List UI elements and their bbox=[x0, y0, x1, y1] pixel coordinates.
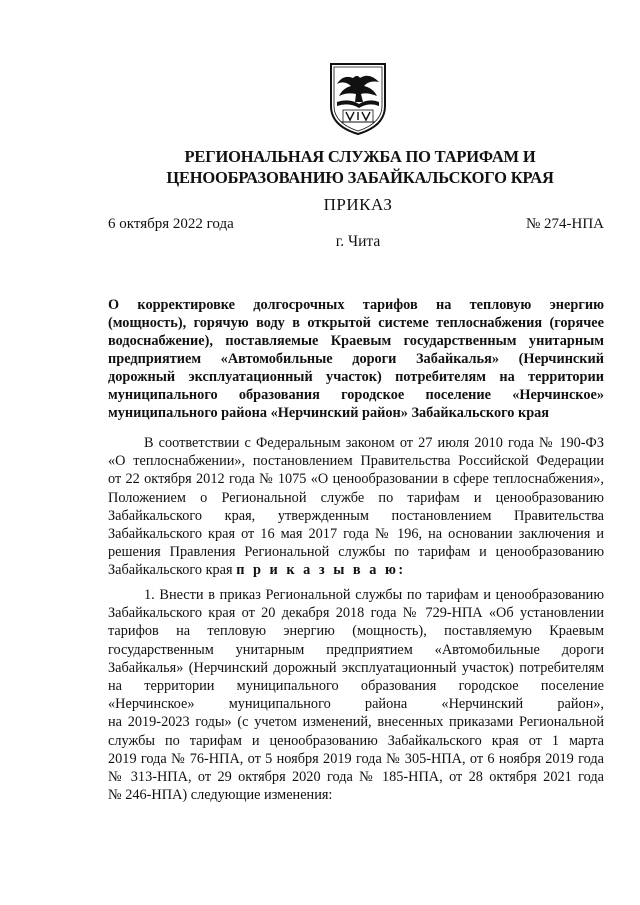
subject-line: дорожный эксплуатационный участок) потребителям на территории bbox=[108, 369, 604, 385]
item-line: № 313-НПА, от 29 октября 2020 года № 185-НПА, от 28 октября 2021 года bbox=[108, 769, 604, 786]
subject-line: предприятием «Автомобильные дороги Забайкалья» (Нерчинский bbox=[108, 351, 604, 367]
document-date: 6 октября 2022 года bbox=[108, 216, 234, 232]
preamble-line: В соответствии с Федеральным законом от 27 июля 2010 года № 190-ФЗ bbox=[144, 435, 604, 451]
preamble-line: Положением о Региональной службе по тарифам и ценообразованию bbox=[108, 489, 604, 506]
item-line: службы по тарифам и ценообразованию Забайкальского края от 1 марта bbox=[108, 732, 604, 749]
preamble-line-final bbox=[108, 561, 604, 579]
item-line: 1. Внести в приказ Региональной службы по тарифам и ценообразованию bbox=[144, 587, 604, 603]
item-line: «Нерчинское» муниципального района «Нерчинский район», bbox=[108, 696, 604, 713]
preamble-paragraph bbox=[108, 434, 604, 580]
item-line: Забайкальского края от 20 декабря 2018 года № 729-НПА «Об установлении bbox=[108, 605, 604, 622]
order-subject bbox=[108, 296, 604, 422]
subject-line: О корректировке долгосрочных тарифов на тепловую энергию bbox=[108, 297, 604, 313]
item-line: тарифов на тепловую энергию (мощность), поставляемую Краевым bbox=[108, 623, 604, 640]
preamble-line: решения Правления Региональной службы по тарифам и ценообразованию bbox=[108, 544, 604, 561]
subject-line: муниципального образования городское поселение «Нерчинское» bbox=[108, 387, 604, 403]
subject-line: (мощность), горячую воду в открытой системе теплоснабжения (горячее bbox=[108, 315, 604, 331]
order-word: п р и к а з ы в а ю: bbox=[236, 562, 406, 579]
item-line: на 2019-2023 годы» (с учетом изменений, внесенных приказами Региональной bbox=[108, 714, 604, 731]
item-line: № 246-НПА) следующие изменения: bbox=[108, 787, 333, 804]
preamble-line: «О теплоснабжении», постановлением Правительства Российской Федерации bbox=[108, 453, 604, 470]
preamble-line: Забайкальского края, утвержденным постановлением Правительства bbox=[108, 507, 604, 524]
preamble-line: от 22 октября 2012 года № 1075 «О ценообразовании в сфере теплоснабжения», bbox=[108, 471, 604, 488]
coat-of-arms-icon bbox=[329, 62, 387, 136]
document-type: ПРИКАЗ bbox=[323, 195, 393, 214]
item-line: 2019 года № 76-НПА, от 5 ноября 2019 года № 305-НПА, от 6 ноября 2019 года bbox=[108, 750, 604, 767]
preamble-line: Забайкальского края от 16 мая 2017 года № 196, на основании заключения и bbox=[108, 526, 604, 543]
item-1-paragraph bbox=[108, 586, 604, 804]
org-line-2: ЦЕНООБРАЗОВАНИЮ ЗАБАЙКАЛЬСКОГО КРАЯ bbox=[166, 168, 554, 187]
org-line-1: РЕГИОНАЛЬНАЯ СЛУЖБА ПО ТАРИФАМ И bbox=[184, 147, 536, 166]
document-city: г. Чита bbox=[335, 233, 381, 250]
organization-name bbox=[120, 146, 600, 188]
preamble-prefix: Забайкальского края bbox=[108, 562, 233, 579]
item-line: Забайкалья» (Нерчинский дорожный эксплуатационный участок) потребителям bbox=[108, 659, 604, 676]
document-number: № 274-НПА bbox=[525, 216, 604, 232]
subject-line: водоснабжение), поставляемые Краевым государственным унитарным bbox=[108, 333, 604, 349]
item-line: государственным унитарным предприятием «Автомобильные дороги bbox=[108, 641, 604, 658]
item-line: на территории муниципального образования городское поселение bbox=[108, 678, 604, 695]
subject-line: муниципального района «Нерчинский район» Забайкальского края bbox=[108, 405, 550, 421]
